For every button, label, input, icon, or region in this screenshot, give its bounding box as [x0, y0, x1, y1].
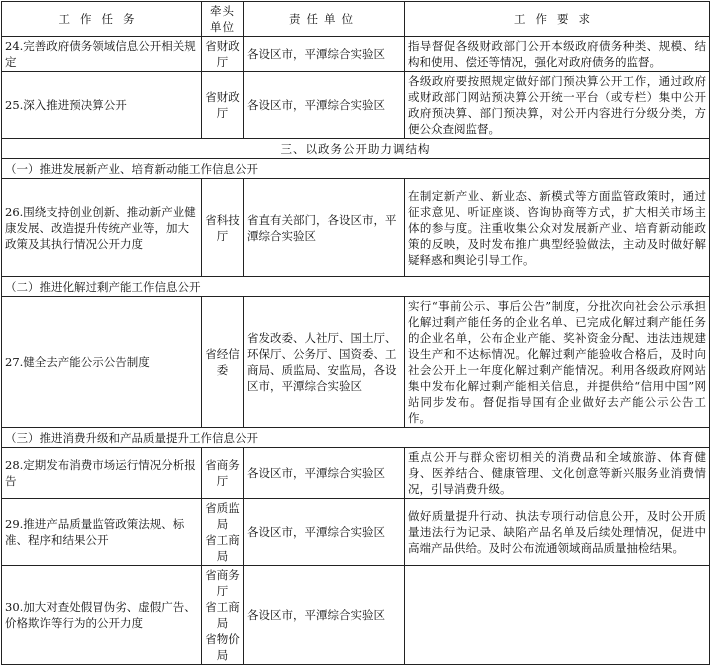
responsible-unit-cell: 省直有关部门，各设区市，平潭综合实验区	[244, 179, 405, 277]
work-task-table	[1, 1, 710, 665]
subsection-heading: （一）推进发展新产业、培育新动能工作信息公开	[2, 159, 710, 179]
lead-unit-cell: 省科技厅	[202, 179, 244, 277]
subsection-heading: （二）推进化解过剩产能工作信息公开	[2, 277, 710, 297]
task-cell: 26.围绕支持创业创新、推动新产业健康发展、改造提升传统产业等，加大政策及其执行情况公开力度	[2, 179, 202, 277]
lead-unit-cell: 省经信委	[202, 297, 244, 428]
table-row-24	[2, 37, 710, 72]
lead-unit-cell: 省质监局 省工商局	[202, 499, 244, 566]
task-cell: 29.推进产品质量监管政策法规、标准、程序和结果公开	[2, 499, 202, 566]
lead-unit-cell: 省财政厅	[202, 72, 244, 139]
responsible-unit-cell: 各设区市，平潭综合实验区	[244, 72, 405, 139]
requirement-cell	[405, 566, 710, 665]
header-requirements: 工作要求	[405, 2, 710, 37]
table-row-28	[2, 448, 710, 499]
subsection-heading: （三）推进消费升级和产品质量提升工作信息公开	[2, 428, 710, 448]
task-cell: 27.健全去产能公示公告制度	[2, 297, 202, 428]
responsible-unit-cell: 省发改委、人社厅、国土厅、环保厅、公务厅、国资委、工商局、质监局、安监局，各设区市，平潭综合实验区	[244, 297, 405, 428]
task-cell: 24.完善政府债务领域信息公开相关规定	[2, 37, 202, 72]
responsible-unit-cell: 各设区市，平潭综合实验区	[244, 566, 405, 665]
requirement-cell: 重点公开与群众密切相关的消费品和全域旅游、体育健身、医养结合、健康管理、文化创意等新兴服务业消费情况，引导消费升级。	[405, 448, 710, 499]
requirement-cell: 实行“事前公示、事后公告”制度，分批次向社会公示承担化解过剩产能任务的企业名单、已完成化解过剩产能任务的企业名单，公布企业产能、奖补资金分配、违法违规建设生产和不达标情况。化解过剩产能验收合格后，及时向社会公开上一年度化解过剩产能情况。利用各级政府网站集中发布化解过剩产能相关信息，并提供给“信用中国”网站同步发布。督促指导国有企业做好去产能公示公告工作。	[405, 297, 710, 428]
table-row-29	[2, 499, 710, 566]
lead-unit-cell: 省商务厅 省工商局 省物价局	[202, 566, 244, 665]
subsection-row-2	[2, 277, 710, 297]
section-heading: 三、以政务公开助力调结构	[2, 139, 710, 159]
table-row-26	[2, 179, 710, 277]
task-cell: 28.定期发布消费市场运行情况分析报告	[2, 448, 202, 499]
responsible-unit-cell: 各设区市，平潭综合实验区	[244, 499, 405, 566]
subsection-row-1	[2, 159, 710, 179]
responsible-unit-cell: 各设区市，平潭综合实验区	[244, 37, 405, 72]
requirement-cell: 各级政府要按照规定做好部门预决算公开工作，通过政府或财政部门网站预决算公开统一平台（或专栏）集中公开政府预决算、部门预决算，对公开内容进行分级分类，方便公众查阅监督。	[405, 72, 710, 139]
table-row-25	[2, 72, 710, 139]
section-heading-row	[2, 139, 710, 159]
requirement-cell: 指导督促各级财政部门公开本级政府债务种类、规模、结构和使用、偿还等情况，强化对政府债务的监督。	[405, 37, 710, 72]
header-responsible-unit: 责任单位	[244, 2, 405, 37]
requirement-cell: 在制定新产业、新业态、新模式等方面监管政策时，通过征求意见、听证座谈、咨询协商等方式，扩大相关市场主体的参与度。注重收集公众对发展新产业、培育新动能政策的反映，及时发布推广典型经验做法，主动及时做好解疑释惑和舆论引导工作。	[405, 179, 710, 277]
task-cell: 30.加大对查处假冒伪劣、虚假广告、价格欺诈等行为的公开力度	[2, 566, 202, 665]
header-row	[2, 2, 710, 37]
table-row-30	[2, 566, 710, 665]
requirement-cell: 做好质量提升行动、执法专项行动信息公开，及时公开质量违法行为记录、缺陷产品名单及后续处理情况，促进中高端产品供给。及时公布流通领域商品质量抽检结果。	[405, 499, 710, 566]
lead-unit-cell: 省财政厅	[202, 37, 244, 72]
responsible-unit-cell: 各设区市，平潭综合实验区	[244, 448, 405, 499]
subsection-row-3	[2, 428, 710, 448]
lead-unit-cell: 省商务厅	[202, 448, 244, 499]
header-lead-unit: 牵头单位	[202, 2, 244, 37]
task-cell: 25.深入推进预决算公开	[2, 72, 202, 139]
header-task: 工作任务	[2, 2, 202, 37]
table-row-27	[2, 297, 710, 428]
